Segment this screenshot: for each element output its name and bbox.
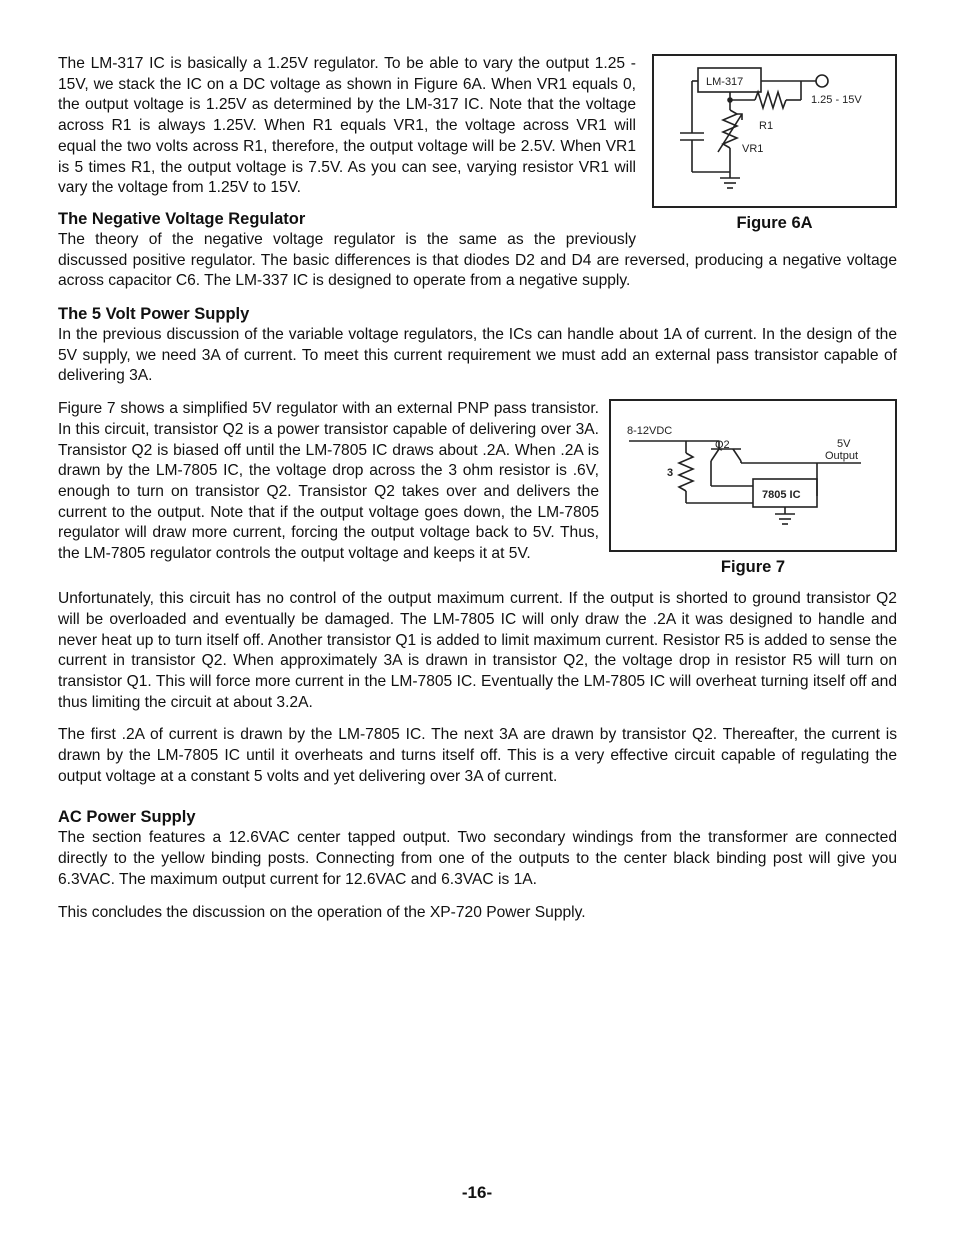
figure-6a-output-label: 1.25 - 15V	[811, 94, 862, 106]
figure-7	[609, 399, 897, 577]
figure7-paragraph: Figure 7 shows a simplified 5V regulator with an external PNP pass transistor. In this circuit, transistor Q2 is a power transistor capable of delivering over 3A. Transistor Q2 is biased off until the LM-7805 IC draws about .2A. When .2A is drawn by the LM-7805 IC, the voltage drop across the 3 ohm resistor is .6V, enough to turn on transistor Q2. Transistor Q2 takes over and delivers the current to the output. Note that if the output voltage goes down, the LM-7805 regulator will draw more current, forcing the output voltage back to 5V. Thus, the LM-7805 regulator controls the output voltage and keeps it at 5V.	[58, 400, 599, 563]
three-ohm-resistor-icon	[679, 453, 693, 491]
figure-7-box	[609, 399, 897, 552]
figure-7-input-label: 8-12VDC	[627, 425, 673, 438]
negative-regulator-heading: The Negative Voltage Regulator	[58, 209, 306, 228]
figure-7-output-label-line1: 5V	[837, 438, 851, 451]
ac-supply-heading: AC Power Supply	[58, 808, 196, 827]
current-sharing-paragraph: The first .2A of current is drawn by the LM-7805 IC. The next 3A are drawn by transistor Q2. Thereafter, the current is drawn by the LM-7805 IC until it overheats and turns itself off. This is a very effective circuit capable of regulating the output voltage at a constant 5 volts and yet delivering over 3A of current.	[58, 726, 897, 785]
figure-6a-r1-label: R1	[759, 120, 774, 132]
figure-6a-schematic	[654, 56, 895, 206]
figure-7-caption: Figure 7	[720, 558, 786, 577]
figure-7-q2-label: Q2	[715, 439, 730, 452]
figure-7-schematic	[611, 401, 895, 550]
conclusion-paragraph: This concludes the discussion on the operation of the XP-720 Power Supply.	[58, 903, 586, 921]
five-volt-heading: The 5 Volt Power Supply	[58, 305, 250, 324]
intro-paragraph: The LM-317 IC is basically a 1.25V regulator. To be able to vary the output 1.25 - 15V, we stack the IC on a DC voltage as shown in Figure 6A. When VR1 equals 0, the output voltage is 1.25V as determined by the LM-317 IC. Note that the voltage across R1 is always 1.25V. When R1 equals VR1, the voltage across VR1 will equal the two volts across R1, therefore, the output voltage will be 2.5V. When VR1 is 5 times R1, the output voltage is 7.5V. As you can see, varying resistor VR1 will vary the voltage from 1.25V to 15V.	[58, 55, 636, 197]
figure-6a-ic-label: LM-317	[706, 76, 744, 88]
negative-regulator-body: The theory of the negative voltage regulator is the same as the previously discussed positive regulator. The basic differences is that diodes D2 and D4 are reversed, producing a negative voltage across capacitor C6. The LM-337 IC is designed to operate from a negative supply.	[58, 230, 897, 290]
r1-resistor-icon	[755, 92, 786, 108]
page-body	[58, 54, 897, 923]
ac-supply-body: The section features a 12.6VAC center tapped output. Two secondary windings from the transformer are connected directly to the yellow binding posts. Connecting from one of the outputs to the center black binding post will give you 6.3VAC. The maximum output current for 12.6VAC and 6.3VAC is 1A.	[58, 829, 897, 888]
figure-6a-caption: Figure 6A	[736, 214, 813, 232]
figure-7-output-label-line2: Output	[825, 450, 859, 463]
five-volt-body: In the previous discussion of the variable voltage regulators, the ICs can handle about 1A of current. In the design of the 5V supply, we need 3A of current. To meet this current requirement we must add an external pass transistor capable of delivering 3A.	[58, 326, 897, 385]
figure-6a	[652, 54, 897, 233]
figure-6a-vr1-label: VR1	[742, 143, 764, 155]
vr1-potentiometer-icon	[723, 110, 737, 148]
short-circuit-paragraph: Unfortunately, this circuit has no control of the output maximum current. If the output is shorted to ground transistor Q2 will be overloaded and eventually be damaged. The LM-7805 IC will only draw the .2A it was designed to handle and never heat up to turn itself off. Another transistor Q1 is added to limit maximum current. Resistor R5 is added to sense the current in transistor Q2. When approximately 3A is drawn in transistor Q2, the voltage drop in resistor R5 will turn on transistor Q1. This will force more current in the LM-7805 IC. Eventually the LM-7805 IC will overheat turning itself off and thus limiting the circuit at about 3.2A.	[58, 590, 897, 711]
figure-7-ic-label: 7805 IC	[762, 489, 801, 502]
figure-6a-box	[652, 54, 897, 208]
output-terminal-icon	[816, 75, 828, 87]
page-number: -16-	[461, 1183, 493, 1202]
figure7-section	[58, 399, 897, 577]
intro-section	[58, 54, 897, 292]
figure-7-resistor-label: 3	[667, 467, 674, 480]
